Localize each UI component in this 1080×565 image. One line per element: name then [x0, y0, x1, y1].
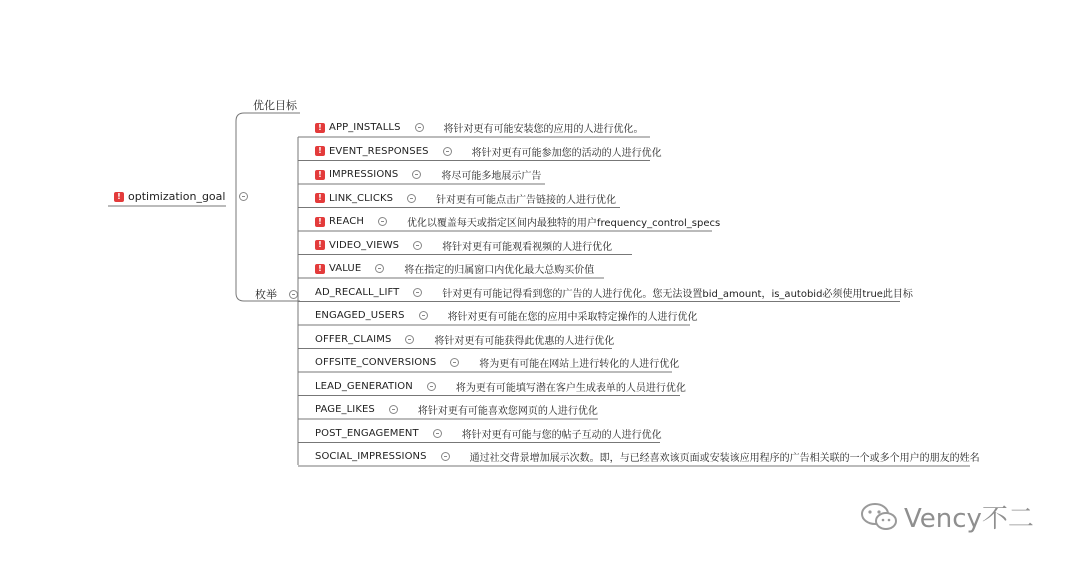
enum-key: VIDEO_VIEWS: [329, 239, 400, 251]
watermark-text: Vency不二: [904, 504, 1034, 534]
priority-flag-icon: !: [315, 146, 325, 156]
enum-description: 将针对更有可能喜欢您网页的人进行优化: [417, 406, 598, 417]
enum-description: 针对更有可能点击广告链接的人进行优化: [436, 194, 617, 206]
branch-optimization-goals[interactable]: [253, 97, 297, 113]
branch-enum[interactable]: [255, 286, 298, 302]
enum-key: AD_RECALL_LIFT: [315, 286, 400, 298]
collapse-toggle-icon[interactable]: [433, 429, 442, 438]
enum-item-app-installs[interactable]: [315, 120, 644, 135]
priority-flag-icon: !: [315, 240, 325, 250]
wechat-icon: [860, 502, 898, 532]
collapse-toggle-icon[interactable]: [415, 123, 424, 132]
enum-item-offer-claims[interactable]: [315, 332, 614, 347]
collapse-toggle-icon[interactable]: [443, 147, 452, 156]
enum-key: EVENT_RESPONSES: [329, 145, 429, 157]
enum-item-post-engagement[interactable]: [315, 426, 662, 441]
branch-label: 枚举: [255, 288, 277, 301]
collapse-toggle-icon[interactable]: [427, 382, 436, 391]
priority-flag-icon: !: [315, 123, 325, 133]
root-label: optimization_goal: [128, 190, 226, 203]
enum-description: 将为更有可能在网站上进行转化的人进行优化: [479, 359, 680, 370]
enum-item-video-views[interactable]: [315, 238, 612, 253]
collapse-toggle-icon[interactable]: [450, 358, 459, 367]
enum-key: SOCIAL_IMPRESSIONS: [315, 451, 427, 462]
enum-item-impressions[interactable]: [315, 167, 541, 182]
enum-description: 将在指定的归属窗口内优化最大总购买价值: [404, 265, 595, 276]
enum-key: APP_INSTALLS: [329, 122, 401, 133]
collapse-toggle-icon[interactable]: [412, 170, 421, 179]
watermark: [860, 498, 1034, 535]
priority-flag-icon: !: [315, 217, 325, 227]
collapse-toggle-icon[interactable]: [419, 311, 428, 320]
enum-item-reach[interactable]: [315, 214, 720, 229]
enum-description: 将为更有可能填写潜在客户生成表单的人员进行优化: [455, 382, 686, 394]
enum-key: POST_ENGAGEMENT: [315, 427, 419, 439]
enum-description: 优化以覆盖每天或指定区间内最独特的用户frequency_control_specs: [406, 218, 721, 229]
enum-key: PAGE_LIKES: [315, 404, 375, 415]
priority-flag-icon: !: [315, 264, 325, 274]
collapse-toggle-icon[interactable]: [407, 194, 416, 203]
enum-item-offsite-conversions[interactable]: [315, 355, 679, 370]
enum-description: 将针对更有可能参加您的活动的人进行优化: [471, 147, 662, 159]
enum-description: 通过社交背景增加展示次数。即，与已经喜欢该页面或安装该应用程序的广告相关联的一个或多个用户的朋友的姓名: [469, 453, 980, 464]
enum-key: REACH: [329, 216, 364, 227]
enum-key: ENGAGED_USERS: [315, 310, 405, 321]
enum-item-value[interactable]: [315, 261, 594, 276]
enum-item-link-clicks[interactable]: [315, 191, 616, 206]
branch-label: 优化目标: [253, 99, 297, 112]
collapse-toggle-icon[interactable]: [378, 217, 387, 226]
enum-item-ad-recall-lift[interactable]: [315, 285, 913, 300]
enum-key: LINK_CLICKS: [329, 192, 394, 204]
enum-item-page-likes[interactable]: [315, 402, 598, 417]
enum-item-event-responses[interactable]: [315, 144, 662, 159]
collapse-toggle-icon[interactable]: [413, 241, 422, 250]
enum-item-engaged-users[interactable]: [315, 308, 698, 323]
enum-description: 将针对更有可能在您的应用中采取特定操作的人进行优化: [447, 312, 698, 323]
enum-key: VALUE: [329, 263, 362, 274]
enum-description: 将针对更有可能获得此优惠的人进行优化: [434, 335, 615, 347]
priority-flag-icon: !: [315, 193, 325, 203]
enum-description: 将针对更有可能观看视频的人进行优化: [442, 241, 613, 253]
enum-description: 将针对更有可能安装您的应用的人进行优化。: [443, 124, 644, 135]
enum-item-social-impressions[interactable]: [315, 449, 980, 464]
collapse-toggle-icon[interactable]: [375, 264, 384, 273]
priority-flag-icon: !: [315, 170, 325, 180]
enum-description: 针对更有可能记得看到您的广告的人进行优化。您无法设置bid_amount，is_autobid必须使用true此目标: [442, 288, 913, 300]
collapse-toggle-icon[interactable]: [289, 290, 298, 299]
enum-key: IMPRESSIONS: [329, 169, 399, 180]
collapse-toggle-icon[interactable]: [239, 192, 248, 201]
collapse-toggle-icon[interactable]: [389, 405, 398, 414]
collapse-toggle-icon[interactable]: [413, 288, 422, 297]
priority-flag-icon: !: [114, 192, 124, 202]
root-node[interactable]: [114, 190, 248, 203]
collapse-toggle-icon[interactable]: [405, 335, 414, 344]
enum-key: OFFSITE_CONVERSIONS: [315, 357, 437, 368]
enum-description: 将尽可能多地展示广告: [441, 171, 542, 182]
enum-key: OFFER_CLAIMS: [315, 333, 392, 345]
enum-item-lead-generation[interactable]: [315, 379, 686, 394]
enum-key: LEAD_GENERATION: [315, 380, 413, 392]
enum-description: 将针对更有可能与您的帖子互动的人进行优化: [461, 429, 662, 441]
collapse-toggle-icon[interactable]: [441, 452, 450, 461]
